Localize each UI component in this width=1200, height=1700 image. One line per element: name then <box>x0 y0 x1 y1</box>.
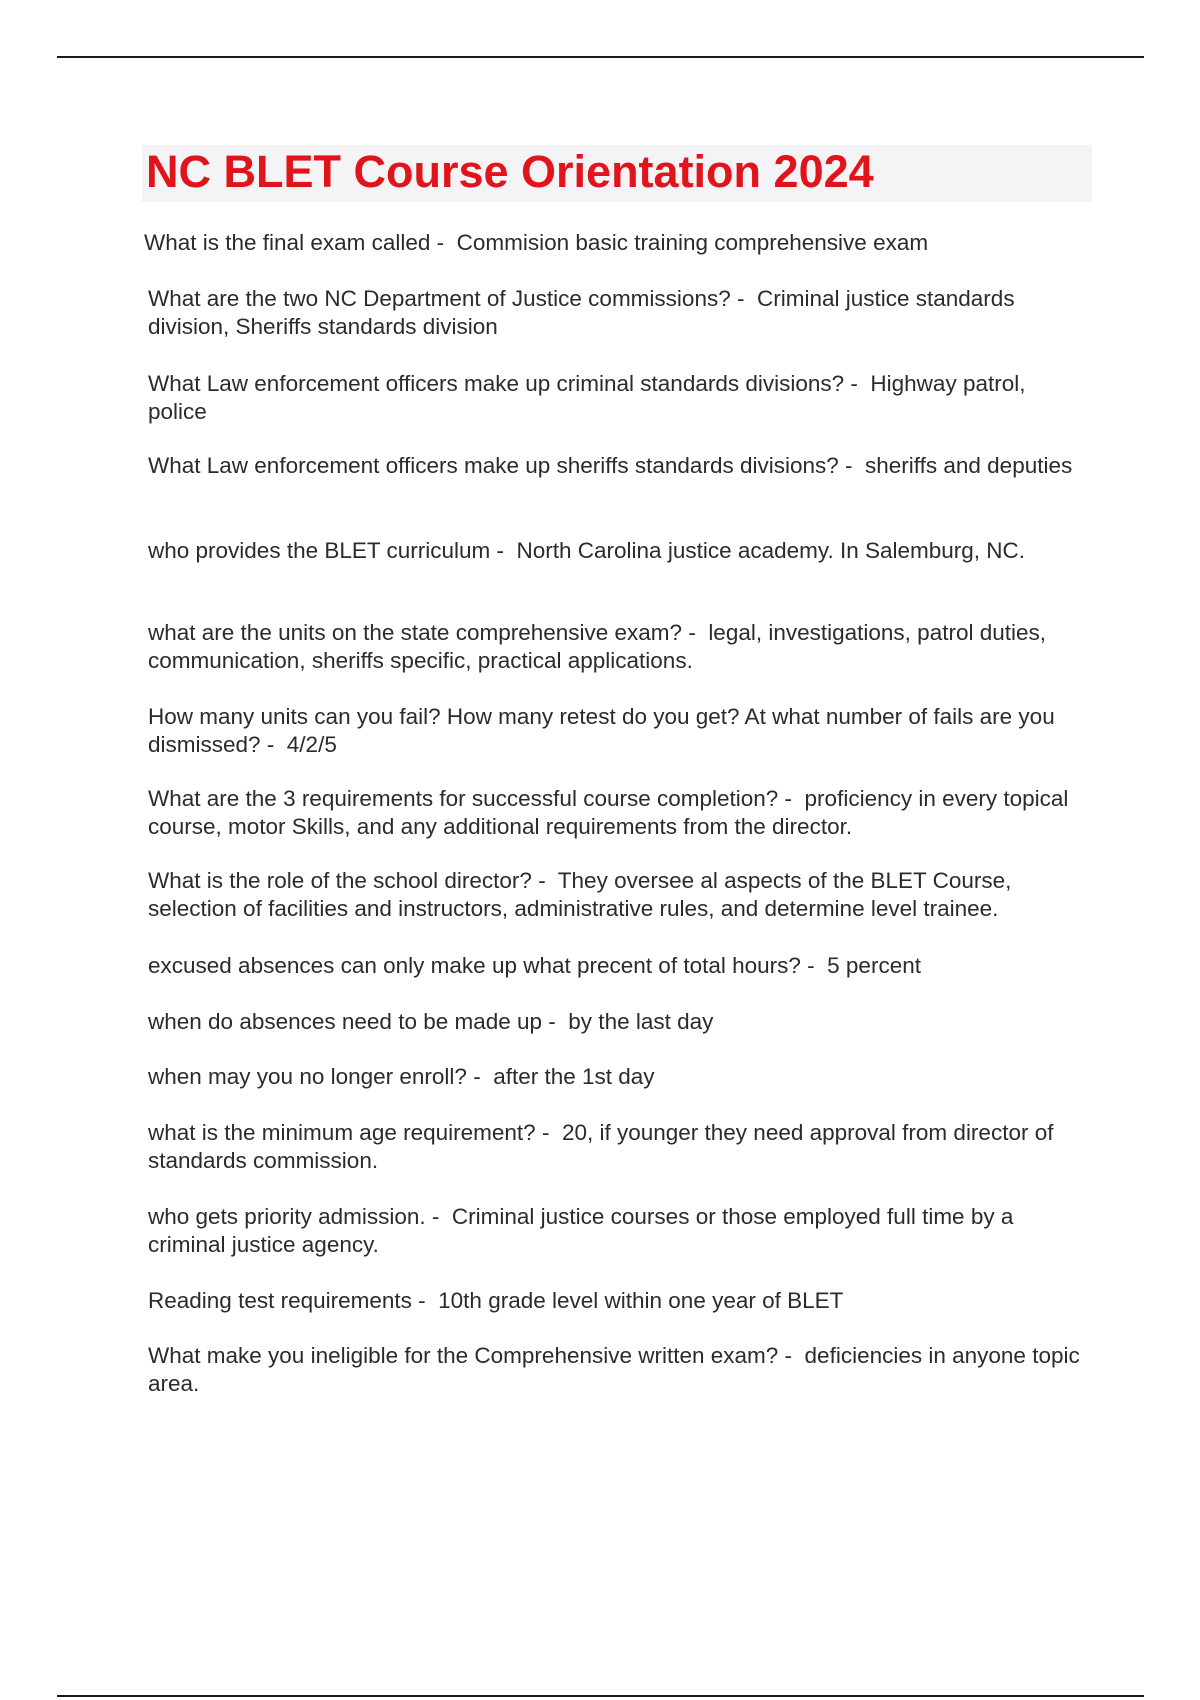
qa-item: What make you ineligible for the Comprehensive written exam? - deficiencies in anyone topic area. <box>148 1342 1088 1398</box>
qa-item: How many units can you fail? How many retest do you get? At what number of fails are you dismissed? - 4/2/5 <box>148 703 1088 759</box>
document-title: NC BLET Course Orientation 2024 <box>146 146 874 197</box>
qa-item: what are the units on the state comprehensive exam? - legal, investigations, patrol duties, communication, sheriffs specific, practical applications. <box>148 619 1088 675</box>
qa-item: What Law enforcement officers make up criminal standards divisions? - Highway patrol, police <box>148 370 1088 426</box>
qa-item: Reading test requirements - 10th grade level within one year of BLET <box>148 1287 1088 1315</box>
top-rule <box>57 56 1144 58</box>
qa-item: when do absences need to be made up - by the last day <box>148 1008 1088 1036</box>
qa-item: excused absences can only make up what precent of total hours? - 5 percent <box>148 952 1088 980</box>
qa-item: What are the two NC Department of Justice commissions? - Criminal justice standards division, Sheriffs standards division <box>148 285 1088 341</box>
qa-item: What are the 3 requirements for successful course completion? - proficiency in every topical course, motor Skills, and any additional requirements from the director. <box>148 785 1088 841</box>
qa-item: who gets priority admission. - Criminal justice courses or those employed full time by a criminal justice agency. <box>148 1203 1088 1259</box>
qa-item: who provides the BLET curriculum - North Carolina justice academy. In Salemburg, NC. <box>148 537 1088 565</box>
qa-item: What is the role of the school director? - They oversee al aspects of the BLET Course, selection of facilities and instructors, administrative rules, and determine level trainee. <box>148 867 1088 923</box>
qa-item: What is the final exam called - Commision basic training comprehensive exam <box>144 229 1084 257</box>
qa-item: What Law enforcement officers make up sheriffs standards divisions? - sheriffs and deputies <box>148 452 1088 480</box>
bottom-rule <box>57 1695 1144 1697</box>
qa-item: when may you no longer enroll? - after the 1st day <box>148 1063 1088 1091</box>
qa-item: what is the minimum age requirement? - 20, if younger they need approval from director of standards commission. <box>148 1119 1088 1175</box>
